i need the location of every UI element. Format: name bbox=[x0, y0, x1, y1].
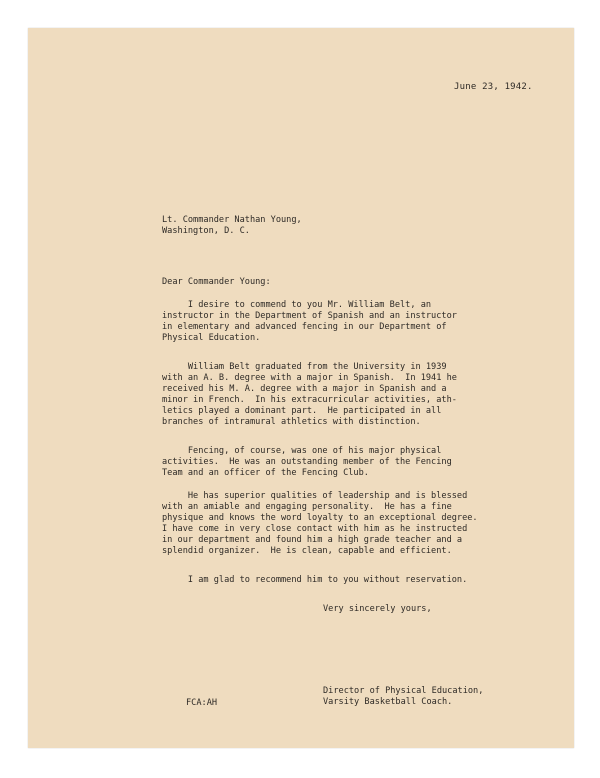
paragraph-line: with an amiable and engaging personality. He has a fine bbox=[162, 502, 452, 512]
paragraph-line: in our department and found him a high grade teacher and a bbox=[162, 535, 463, 545]
paragraph-line: I am glad to recommend him to you without reservation. bbox=[162, 575, 468, 585]
paragraph-line: instructor in the Department of Spanish and an instructor bbox=[162, 311, 457, 321]
body-paragraph bbox=[162, 491, 542, 557]
salutation: Dear Commander Young: bbox=[162, 277, 271, 287]
addressee-line: Lt. Commander Nathan Young, bbox=[162, 215, 302, 225]
paragraph-line: physique and knows the word loyalty to an exceptional degree. bbox=[162, 513, 478, 523]
body-paragraph bbox=[162, 362, 542, 428]
addressee-line: Washington, D. C. bbox=[162, 226, 250, 236]
paragraph-line: I have come in very close contact with him as he instructed bbox=[162, 524, 468, 534]
paragraph-line: letics played a dominant part. He participated in all bbox=[162, 406, 442, 416]
body-paragraph bbox=[162, 446, 542, 479]
signature-line: Varsity Basketball Coach. bbox=[323, 697, 453, 707]
reference-initials: FCA:AH bbox=[186, 698, 218, 708]
paragraph-line: branches of intramural athletics with distinction. bbox=[162, 417, 421, 427]
paragraph-line: William Belt graduated from the University in 1939 bbox=[162, 362, 447, 372]
paragraph-line: He has superior qualities of leadership and is blessed bbox=[162, 491, 468, 501]
paragraph-line: activities. He was an outstanding member of the Fencing bbox=[162, 457, 452, 467]
paragraph-line: Team and an officer of the Fencing Club. bbox=[162, 468, 369, 478]
signature-block bbox=[323, 686, 483, 708]
body-paragraph bbox=[162, 300, 542, 344]
paragraph-line: received his M. A. degree with a major in Spanish and a bbox=[162, 384, 447, 394]
paragraph-line: with an A. B. degree with a major in Spanish. In 1941 he bbox=[162, 373, 457, 383]
letter-page bbox=[28, 28, 574, 748]
closing: Very sincerely yours, bbox=[323, 604, 432, 614]
paragraph-line: I desire to commend to you Mr. William Belt, an bbox=[162, 300, 432, 310]
paragraph-line: Fencing, of course, was one of his major physical bbox=[162, 446, 442, 456]
signature-line: Director of Physical Education, bbox=[323, 686, 484, 696]
addressee-block bbox=[162, 215, 302, 237]
paragraph-line: minor in French. In his extracurricular activities, ath- bbox=[162, 395, 457, 405]
paragraph-line: splendid organizer. He is clean, capable and efficient. bbox=[162, 546, 452, 556]
paragraph-line: Physical Education. bbox=[162, 333, 261, 343]
letter-date: June 23, 1942. bbox=[454, 82, 533, 92]
paragraph-line: in elementary and advanced fencing in our Department of bbox=[162, 322, 447, 332]
body-paragraph bbox=[162, 575, 542, 586]
